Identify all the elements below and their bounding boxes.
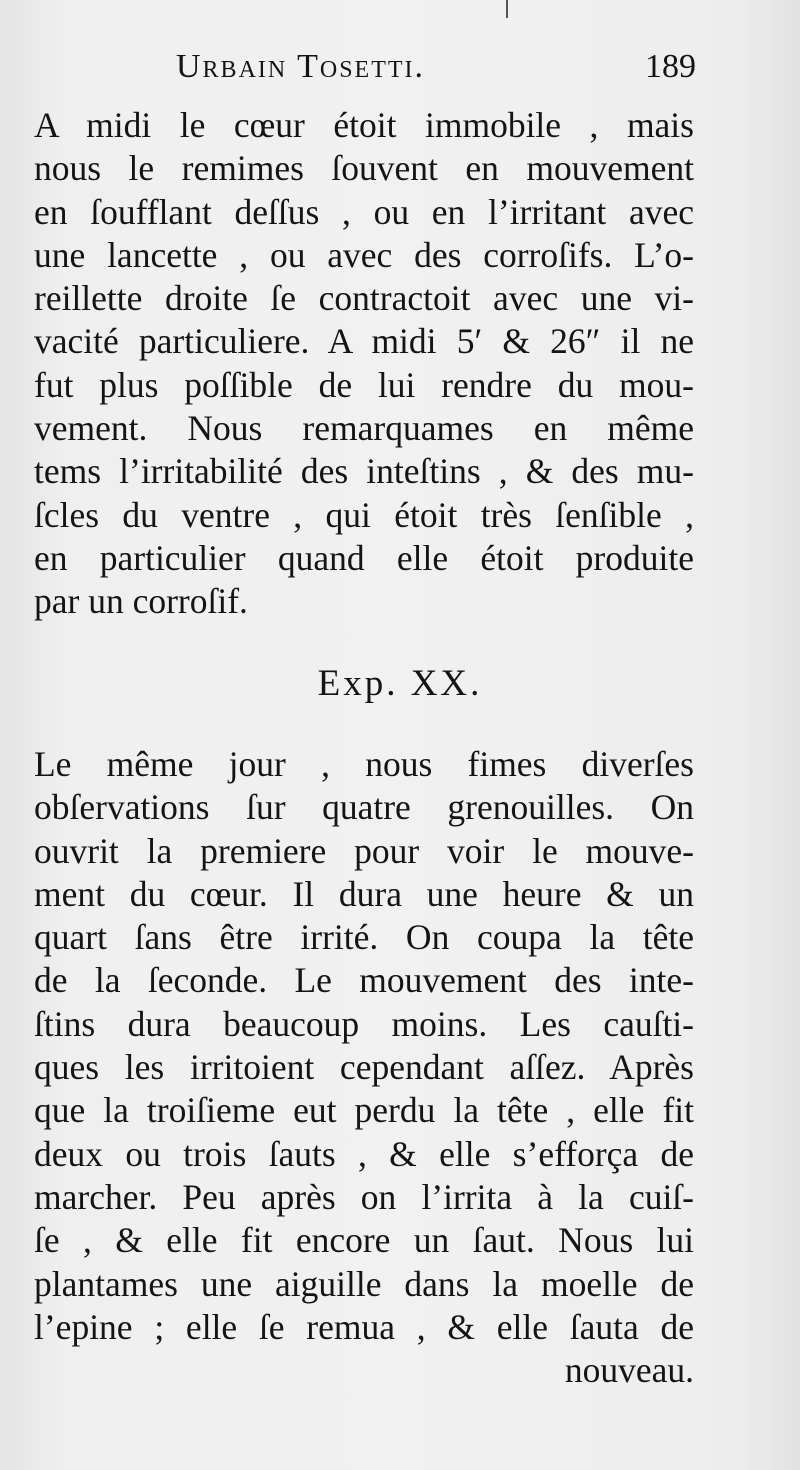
text-line: obſervations ſur quatre grenouilles. On	[34, 787, 694, 828]
running-title: Urbain Tosetti.	[176, 48, 426, 85]
text-line: nouveau.	[564, 1350, 694, 1391]
stray-ink-mark	[506, 0, 508, 18]
text-line: par un corroſif.	[34, 581, 248, 622]
text-line: vacité particuliere. A midi 5′ & 26″ il ne	[34, 321, 694, 362]
text-line: A midi le cœur étoit immobile , mais	[34, 105, 694, 145]
text-line: tems l’irritabilité des inteſtins , & des mu-	[34, 451, 694, 492]
text-line: que la troiſieme eut perdu la tête , elle fit	[34, 1090, 694, 1131]
text-line: nous le remimes ſouvent en mouvement	[34, 148, 694, 189]
text-line: ment du cœur. Il dura une heure & un	[34, 873, 694, 914]
text-line: marcher. Peu après on l’irrita à la cuiſ-	[34, 1176, 694, 1217]
text-line: reillette droite ſe contractoit avec une vi-	[34, 278, 694, 319]
text-line: deux ou trois ſauts , & elle s’efforça de	[34, 1133, 694, 1174]
text-line: ſe , & elle fit encore un ſaut. Nous lui	[34, 1220, 694, 1261]
text-line: plantames une aiguille dans la moelle de	[34, 1263, 694, 1304]
text-line: une lancette , ou avec des corroſifs. L’o-	[34, 234, 694, 275]
paragraph-2	[34, 743, 694, 1392]
text-line: en particulier quand elle étoit produite	[34, 537, 694, 578]
text-line: ques les irritoient cependant aſſez. Après	[34, 1047, 694, 1088]
text-line: ouvrit la premiere pour voir le mouve-	[34, 830, 694, 871]
text-line: en ſoufflant deſſus , ou en l’irritant avec	[34, 191, 694, 232]
text-line: de la ſeconde. Le mouvement des inte-	[34, 960, 694, 1001]
section-heading: Exp. XX.	[317, 663, 483, 704]
page-number: 189	[645, 48, 696, 85]
text-line: vement. Nous remarquames en même	[34, 408, 694, 449]
text-line: ſcles du ventre , qui étoit très ſenſible ,	[34, 494, 694, 535]
text-line: Le même jour , nous fimes diverſes	[34, 744, 694, 784]
text-line: l’epine ; elle ſe remua , & elle ſauta de	[34, 1306, 694, 1347]
paragraph-1	[34, 104, 694, 624]
text-line: ſtins dura beaucoup moins. Les cauſti-	[34, 1003, 694, 1044]
text-line: quart ſans être irrité. On coupa la tête	[34, 917, 694, 958]
page-header	[176, 48, 696, 98]
text-line: fut plus poſſible de lui rendre du mou-	[34, 364, 694, 405]
